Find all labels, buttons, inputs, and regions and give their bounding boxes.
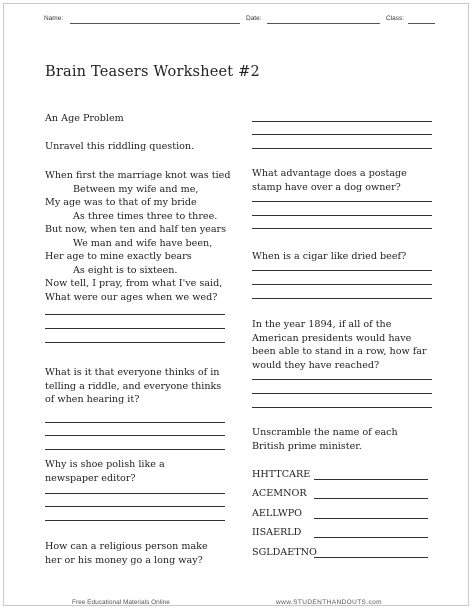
answer-line[interactable] [252, 148, 432, 149]
poem-line: As three times three to three. [73, 210, 218, 222]
poem-line: My age was to that of my bride [45, 197, 197, 208]
age-problem-heading: An Age Problem [45, 113, 124, 124]
poem-line: What were our ages when we wed? [45, 291, 218, 303]
answer-line[interactable] [252, 228, 432, 229]
answer-line[interactable] [252, 215, 432, 216]
scramble-answer-line[interactable] [314, 557, 428, 558]
unscramble-instruction: Unscramble the name of each British prime minister. [252, 427, 398, 452]
answer-line[interactable] [45, 449, 225, 450]
date-field[interactable] [267, 23, 380, 24]
scramble-answer-line[interactable] [314, 498, 428, 499]
religious-question: How can a religious person make her or his money go a long way? [45, 541, 208, 566]
scramble-row [252, 546, 432, 560]
scramble-answer-line[interactable] [314, 518, 428, 519]
page-title: Brain Teasers Worksheet #2 [45, 64, 260, 80]
scramble-answer-line[interactable] [314, 537, 428, 538]
class-field[interactable] [408, 23, 435, 24]
footer-left-text: Free Educational Materials Online [72, 599, 170, 606]
poem-line: As eight is to sixteen. [73, 264, 178, 276]
name-field[interactable] [70, 23, 240, 24]
postage-question: What advantage does a postage stamp have over a dog owner? [252, 168, 407, 193]
class-label: Class: [386, 15, 405, 22]
answer-line[interactable] [252, 134, 432, 135]
footer-website[interactable]: www.STUDENTHANDOUTS.com [276, 599, 382, 606]
poem-line: Now tell, I pray, from what I've said, [45, 278, 223, 289]
answer-line[interactable] [252, 284, 432, 285]
answer-line[interactable] [252, 379, 432, 380]
answer-line[interactable] [252, 201, 432, 202]
scramble-row [252, 468, 432, 482]
answer-line[interactable] [252, 393, 432, 394]
scramble-answer-line[interactable] [314, 479, 428, 480]
answer-line[interactable] [252, 270, 432, 271]
answer-line[interactable] [45, 314, 225, 315]
answer-line[interactable] [252, 121, 432, 122]
poem-line: Between my wife and me, [73, 183, 199, 195]
scramble-row [252, 526, 432, 540]
answer-line[interactable] [45, 328, 225, 329]
answer-line[interactable] [45, 422, 225, 423]
header-row [44, 15, 434, 27]
presidents-question: In the year 1894, if all of the American presidents would have been able to stand in a row, how far would they have reached? [252, 319, 427, 371]
answer-line[interactable] [45, 435, 225, 436]
scrambled-word: ACEMNOR [252, 488, 307, 499]
scramble-row [252, 507, 432, 521]
name-label: Name: [44, 15, 64, 22]
poem-line: When first the marriage knot was tied [45, 170, 231, 181]
answer-line[interactable] [45, 493, 225, 494]
date-label: Date: [246, 15, 262, 22]
age-problem-instruction: Unravel this riddling question. [45, 141, 195, 152]
scrambled-word: AELLWPO [252, 508, 303, 519]
answer-line[interactable] [45, 520, 225, 521]
poem-line: But now, when ten and half ten years [45, 224, 227, 235]
answer-line[interactable] [252, 407, 432, 408]
cigar-question: When is a cigar like dried beef? [252, 251, 407, 262]
poem-line: We man and wife have been, [73, 237, 213, 249]
scrambled-word: HHTTCARE [252, 469, 311, 480]
poem-line: Her age to mine exactly bears [45, 251, 192, 262]
riddle-question: What is it that everyone thinks of in telling a riddle, and everyone thinks of when hearing it? [45, 367, 222, 405]
scrambled-word: IISAERLD [252, 527, 302, 538]
scramble-row [252, 487, 432, 501]
answer-line[interactable] [252, 298, 432, 299]
answer-line[interactable] [45, 506, 225, 507]
age-poem [45, 169, 231, 304]
answer-line[interactable] [45, 342, 225, 343]
shoe-polish-question: Why is shoe polish like a newspaper editor? [45, 459, 165, 484]
scrambled-word: SGLDAETNO [252, 547, 317, 558]
